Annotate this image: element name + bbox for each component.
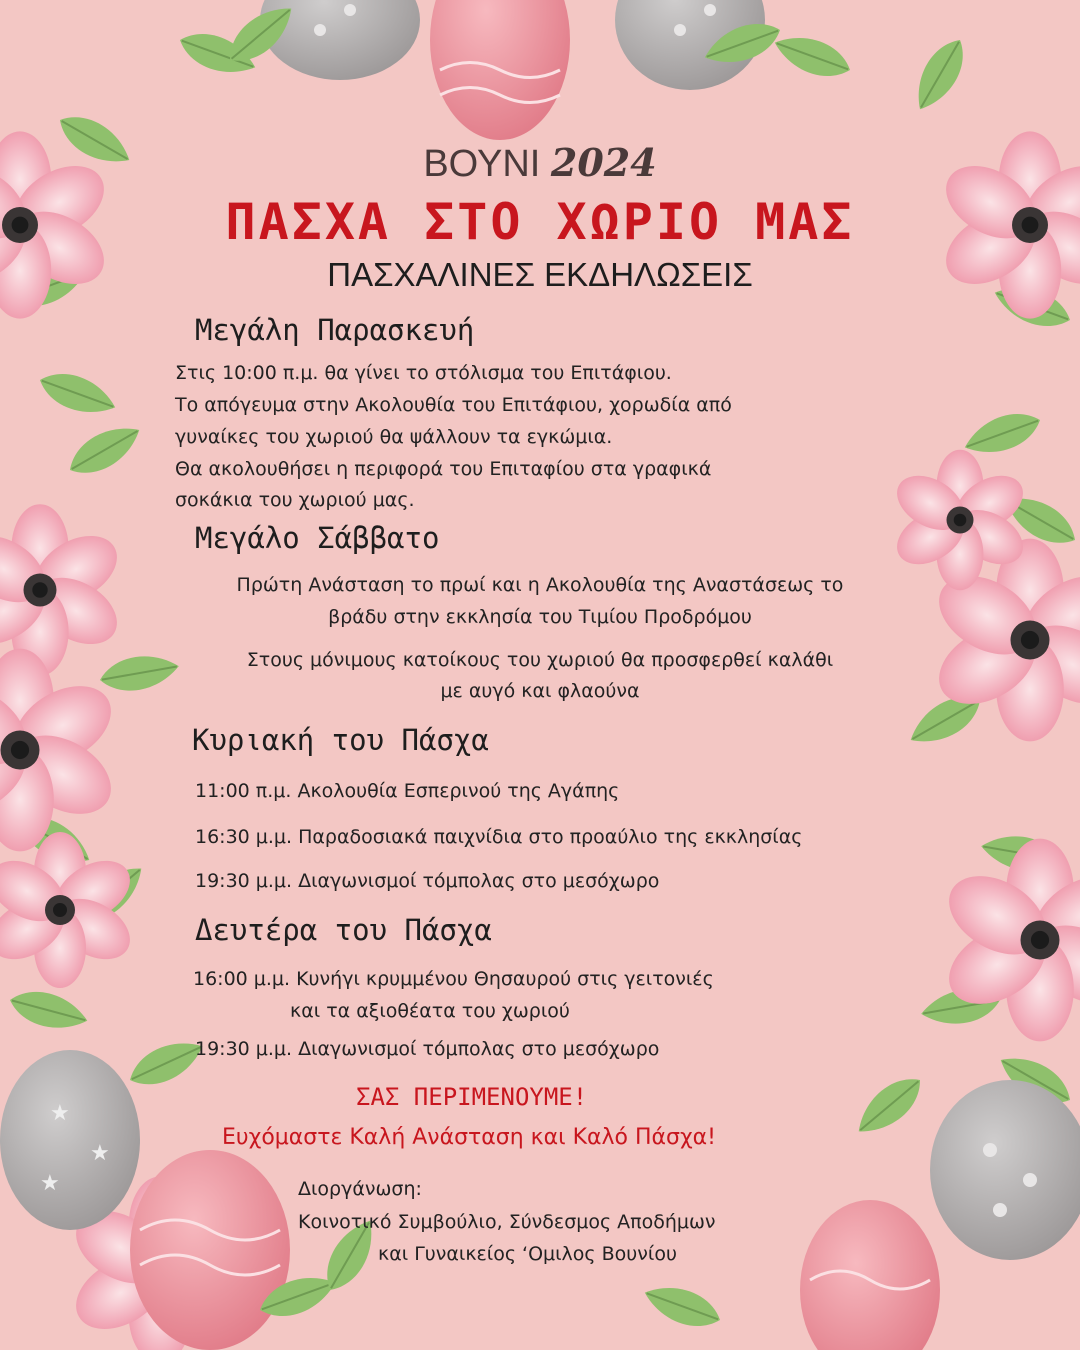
holy-saturday-line: βράδυ στην εκκλησία του Τιμίου Προδρόμου (328, 606, 752, 628)
easter-wishes: Ευχόμαστε Καλή Ανάσταση και Καλό Πάσχα! (222, 1125, 716, 1150)
heading-easter-monday: Δευτέρα του Πάσχα (195, 913, 492, 947)
town-year-title (0, 140, 1080, 186)
holy-saturday-line: Στους μόνιμους κατοίκους του χωριού θα προσφερθεί καλάθι (246, 649, 834, 671)
easter-egg-top-pink (430, 0, 570, 140)
heading-easter-sunday: Κυριακή του Πάσχα (192, 723, 489, 757)
holy-saturday-line: με αυγό και φλαούνα (440, 680, 640, 702)
svg-text:★: ★ (40, 1171, 60, 1196)
year: 2024 (550, 140, 657, 185)
easter-sunday-event: 19:30 μ.μ. Διαγωνισμοί τόμπολας στο μεσόχωρο (195, 870, 660, 892)
town-name: ΒΟΥΝΙ (423, 143, 541, 185)
good-friday-line: Στις 10:00 π.μ. θα γίνει το στόλισμα του Επιτάφιου. (175, 362, 672, 384)
easter-egg-bottom-left-pink (130, 1150, 290, 1350)
heading-holy-saturday: Μεγάλο Σάββατο (195, 521, 440, 555)
good-friday-line: γυναίκες του χωριού θα ψάλλουν τα εγκώμια. (175, 426, 613, 448)
easter-monday-event: 16:00 μ.μ. Κυνήγι κρυμμένου Θησαυρού στις γειτονιές (193, 968, 714, 990)
easter-egg-bottom-right-pink (800, 1200, 940, 1350)
holy-saturday-line: Πρώτη Ανάσταση το πρωί και η Ακολουθία της Αναστάσεως το (236, 574, 844, 596)
good-friday-line: Το απόγευμα στην Ακολουθία του Επιτάφιου, χορωδία από (175, 394, 732, 416)
easter-sunday-event: 16:30 μ.μ. Παραδοσιακά παιχνίδια στο προαύλιο της εκκλησίας (195, 826, 803, 848)
easter-egg-bottom-right-grey (930, 1080, 1080, 1260)
poster-title: ΠΑΣΧΑ ΣΤΟ ΧΩΡΙΟ ΜΑΣ (225, 193, 855, 251)
organizers-line: και Γυναικείος ‘Ομιλος Βουνίου (378, 1243, 677, 1265)
easter-sunday-event: 11:00 π.μ. Ακολουθία Εσπερινού της Αγάπης (195, 780, 620, 802)
organizers-line: Κοινοτικό Συμβούλιο, Σύνδεσμος Αποδήμων (298, 1211, 716, 1233)
heading-good-friday: Μεγάλη Παρασκευή (195, 313, 475, 347)
easter-monday-event-continued: και τα αξιοθέατα του χωριού (290, 1000, 570, 1022)
good-friday-line: σοκάκια του χωριού μας. (175, 489, 415, 511)
easter-monday-event: 19:30 μ.μ. Διαγωνισμοί τόμπολας στο μεσόχωρο (195, 1038, 660, 1060)
easter-egg-bottom-left-grey (0, 1050, 140, 1230)
good-friday-line: Θα ακολουθήσει η περιφορά του Επιταφίου στα γραφικά (175, 458, 712, 480)
poster-subtitle: ΠΑΣΧΑΛΙΝΕΣ ΕΚΔΗΛΩΣΕΙΣ (327, 256, 753, 293)
organizers-label: Διοργάνωση: (298, 1178, 422, 1200)
svg-text:★: ★ (50, 1101, 70, 1126)
we-await-you: ΣΑΣ ΠΕΡΙΜΕΝΟΥΜΕ! (356, 1083, 588, 1111)
svg-text:★: ★ (90, 1141, 110, 1166)
